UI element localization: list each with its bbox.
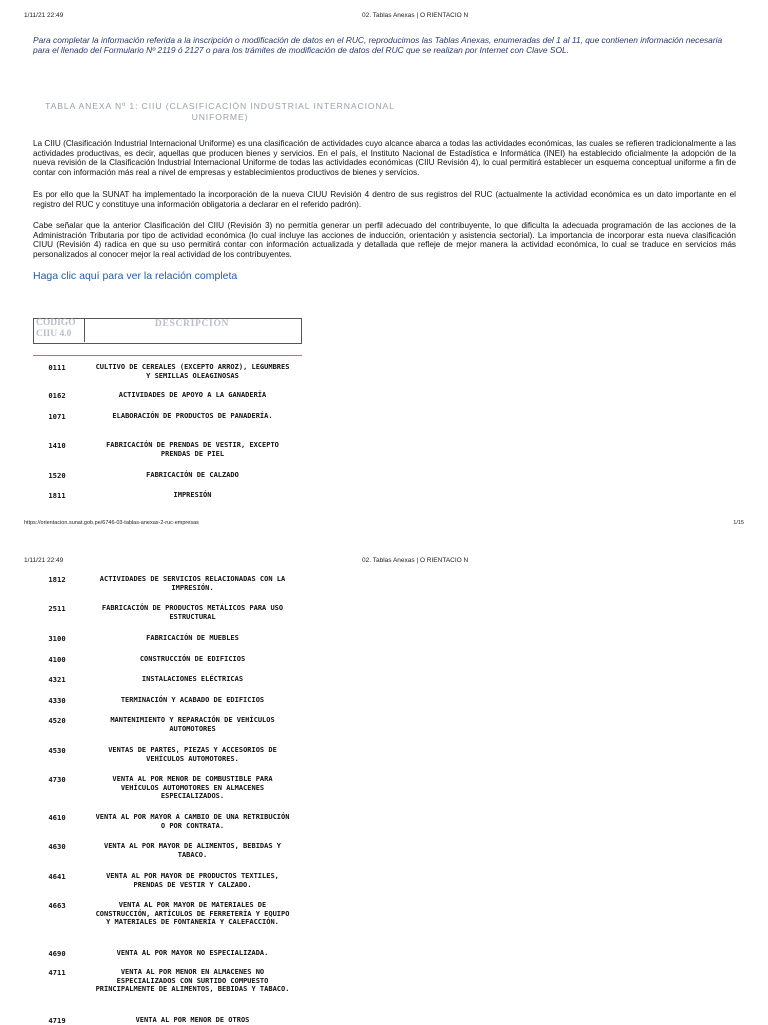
row-description: VENTA AL POR MENOR EN ALMACENES NO ESPECIALIZADOS CON SURTIDO COMPUESTO PRINCIPALMENTE DE ALIMENTOS, BEBIDAS Y TABACO. [95,968,290,994]
row-code: 4730 [48,775,66,784]
page-header [0,557,768,571]
row-code: 4100 [48,655,66,664]
row-code: 1811 [48,491,66,500]
full-list-link[interactable]: Haga clic aquí para ver la relación completa [33,270,238,282]
row-description: VENTA AL POR MAYOR DE MATERIALES DE CONSTRUCCIÓN, ARTÍCULOS DE FERRETERÍA Y EQUIPO Y MATERIALES DE FONTANERÍA Y CALEFACCIÓN. [95,901,290,927]
row-code: 4610 [48,813,66,822]
code-header-line-2: CIIU 4.0 [36,329,72,339]
row-code: 4711 [48,968,66,977]
table-header-description: DESCRIPCION [154,319,230,329]
intro-paragraph: Para completar la información referida a la inscripción o modificación de datos en el RUC, reproducimos las Tablas Anexas, enumeradas del 1 al 11, que contienen información necesaria para el llenado del Formulario Nº 2119 ó 2127 o para los trámites de modificación de datos del RUC que se realizan por Internet con Clave SOL. [33,35,723,55]
table-header-code [36,318,85,342]
row-code: 0111 [48,363,66,372]
row-description: VENTA AL POR MAYOR DE ALIMENTOS, BEBIDAS Y TABACO. [103,842,281,859]
row-code: 4330 [48,696,66,705]
row-description: IMPRESIÓN [173,491,212,499]
row-code: 4630 [48,842,66,851]
row-code: 4530 [48,746,66,755]
table-header-rule [33,355,302,356]
row-code: 1071 [48,412,66,421]
row-description: FABRICACIÓN DE MUEBLES [146,634,239,642]
annex-title-line-2: UNIFORME) [191,111,249,122]
row-description: TERMINACIÓN Y ACABADO DE EDIFICIOS [120,696,265,704]
annex-title-line-1: TABLA ANEXA Nº 1: CIIU (CLASIFICACIÓN INDUSTRIAL INTERNACIONAL [45,101,395,111]
body-paragraph-1: La CIIU (Clasificación Industrial Internacional Uniforme) es una clasificación de actividades cuyo alcance abarca a todas las actividades económicas, las cuales se refieren tradicionalmente a las actividades productivas, es decir, aquellas que producen bienes y servicios. En el país, el Instituto Nacional de Estadística e Informática (INEI) ha establecido oficialmente la adopción de la nueva revisión de la Clasificación Industrial Internacional Uniforme de todas las actividades económicas (CIIU Revisión 4), lo cual permitirá establecer un esquema conceptual uniforme a fin de contar con información más real a nivel de empresas y establecimientos productivos de bienes y servicios. [33,139,736,177]
row-code: 4520 [48,716,66,725]
print-page-title: 02. Tablas Anexas | O RIENTACIO N [362,12,469,19]
annex-title [40,101,400,122]
row-code: 0162 [48,391,66,400]
print-timestamp: 1/11/21 22:49 [24,12,64,19]
print-timestamp: 1/11/21 22:49 [24,557,64,564]
code-header-line-1: CODIGO [36,318,76,328]
row-code: 4321 [48,675,66,684]
row-description: VENTA AL POR MAYOR DE PRODUCTOS TEXTILES, PRENDAS DE VESTIR Y CALZADO. [106,872,279,889]
print-page-title: 02. Tablas Anexas | O RIENTACIO N [362,557,469,564]
row-code: 3100 [48,634,66,643]
row-description: ACTIVIDADES DE SERVICIOS RELACIONADAS CON LA IMPRESIÓN. [99,575,286,592]
row-description: INSTALACIONES ELÉCTRICAS [141,675,244,683]
row-description: FABRICACIÓN DE PRENDAS DE VESTIR, EXCEPTO PRENDAS DE PIEL [106,441,279,458]
page-number: 1/15 [733,520,744,526]
row-description: CULTIVO DE CEREALES (EXCEPTO ARROZ), LEGUMBRES Y SEMILLAS OLEAGINOSAS [95,363,290,380]
body-paragraph-3: Cabe señalar que la anterior Clasificación del CIIU (Revisión 3) no permitía generar un perfil adecuado del contribuyente, lo que dificulta la adecuada programación de las acciones de la Administración Tributaria por tipo de actividad económica (lo cual incluye las acciones de inducción, orientación y asistencia sectorial). La importancia de incorporar esta nueva clasificación CIUU (Revisión 4) radica en que su uso permitirá contar con información actualizada y detallada que refleje de mejor manera la actividad económica, lo cual se traduce en servicios más personalizados al conocer mejor la real actividad de los contribuyentes. [33,221,736,259]
row-code: 1812 [48,575,66,584]
row-code: 4690 [48,949,66,958]
row-description: VENTA AL POR MENOR DE COMBUSTIBLE PARA VEHÍCULOS AUTOMOTORES EN ALMACENES ESPECIALIZADOS. [112,775,273,801]
row-code: 1410 [48,441,66,450]
row-description: FABRICACIÓN DE PRODUCTOS METÁLICOS PARA USO ESTRUCTURAL [101,604,284,621]
row-code: 4719 [48,1016,66,1025]
row-description: VENTA AL POR MAYOR A CAMBIO DE UNA RETRIBUCIÓN O POR CONTRATA. [95,813,290,830]
page-footer [0,520,768,532]
row-description: ELABORACIÓN DE PRODUCTOS DE PANADERÍA. [112,412,273,420]
page-header [0,12,768,26]
body-paragraph-2: Es por ello que la SUNAT ha implementado la incorporación de la nueva CIUU Revisión 4 dentro de sus registros del RUC (actualmente la actividad económica es un dato importante en el registro del RUC y constituye una información obligatoria a declarar en el referido padrón). [33,190,736,209]
row-code: 4663 [48,901,66,910]
row-code: 4641 [48,872,66,881]
row-description: VENTA AL POR MENOR DE OTROS [135,1016,250,1024]
row-description: VENTAS DE PARTES, PIEZAS Y ACCESORIOS DE VEHÍCULOS AUTOMOTORES. [108,746,277,763]
row-description: MANTENIMIENTO Y REPARACIÓN DE VEHÍCULOS AUTOMOTORES [110,716,275,733]
page-url: https://orientacion.sunat.gob.pe/6746-03-tablas-anexas-2-ruc-empresas [24,520,199,526]
row-code: 1520 [48,471,66,480]
row-description: ACTIVIDADES DE APOYO A LA GANADERÍA [118,391,267,399]
row-description: FABRICACIÓN DE CALZADO [146,471,239,479]
row-description: VENTA AL POR MAYOR NO ESPECIALIZADA. [116,949,269,957]
row-code: 2511 [48,604,66,613]
row-description: CONSTRUCCIÓN DE EDIFICIOS [139,655,246,663]
